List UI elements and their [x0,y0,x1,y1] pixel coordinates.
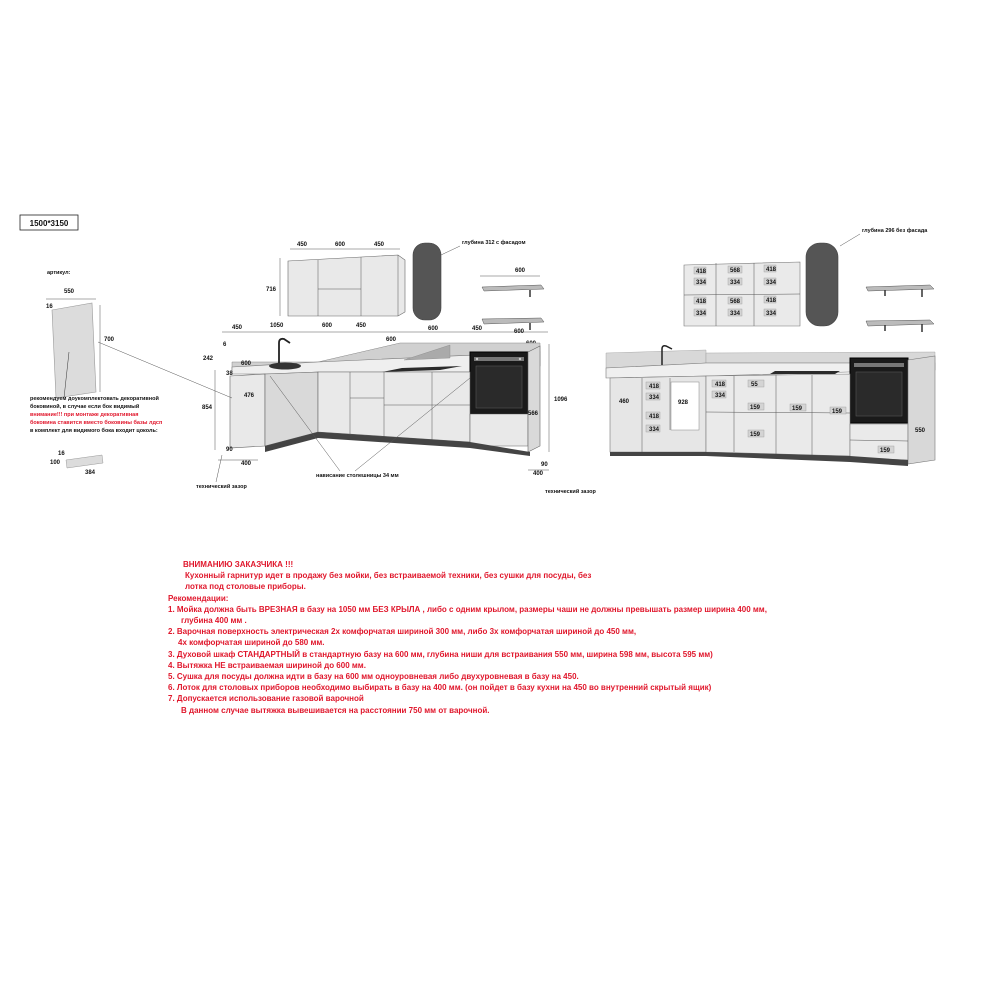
svg-text:568: 568 [730,268,741,274]
wall-shelves [480,268,544,330]
decorative-side-panel [30,270,164,476]
svg-text:550: 550 [915,428,926,434]
svg-text:600: 600 [428,326,439,332]
svg-text:600: 600 [386,337,397,343]
svg-text:418: 418 [696,269,707,275]
recommendations-title: Рекомендации: [168,593,229,603]
svg-text:418: 418 [715,382,726,388]
svg-text:418: 418 [766,298,777,304]
notes-title: ВНИМАНИЮ ЗАКАЗЧИКА !!! [183,560,294,569]
notes-intro-2: лотка под столовые приборы. [185,582,306,592]
svg-text:418: 418 [766,267,777,273]
svg-text:16: 16 [46,304,53,310]
recommendation-2: 2. Варочная поверхность электрическая 2х комфорчатая шириной 300 мм, либо 3х комфорчатая шириной до 450 мм, [168,627,637,637]
recommendation-1: 1. Мойка должна быть ВРЕЗНАЯ в базу на 1050 мм БЕЗ КРЫЛА , либо с одним крылом, размеры чаши не должны превышать размер ширина 400 мм, [168,604,767,614]
base-cabinet-left [230,374,265,448]
svg-text:928: 928 [678,400,689,406]
svg-text:технический зазор: технический зазор [196,484,247,490]
svg-text:334: 334 [730,280,741,286]
svg-text:400: 400 [533,471,544,477]
svg-text:334: 334 [696,280,707,286]
base-cabinet-front [318,372,470,442]
svg-text:38: 38 [226,371,233,377]
svg-text:159: 159 [832,409,843,415]
recommendation-3: 3. Духовой шкаф СТАНДАРТНЫЙ в стандартную базу на 600 мм, глубина ниши для встраивания 550 мм, ширина 598 мм, высота 595 мм) [168,649,713,659]
svg-text:568: 568 [730,299,741,305]
svg-text:159: 159 [750,405,761,411]
svg-text:450: 450 [297,242,308,248]
svg-text:600: 600 [514,329,525,335]
recommendation-4: 4. Вытяжка НЕ встраиваемая шириной до 600 мм. [168,660,366,670]
svg-text:16: 16 [58,451,65,457]
svg-text:334: 334 [766,280,777,286]
svg-text:1096: 1096 [554,397,568,403]
svg-text:418: 418 [696,299,707,305]
svg-text:159: 159 [880,448,891,454]
svg-text:334: 334 [649,427,660,433]
svg-text:артикул:: артикул: [47,270,71,276]
recommendation-7: 7. Допускается использование газовой варочной [168,694,364,704]
range-hood [413,239,526,320]
svg-text:242: 242 [203,356,214,362]
upper-carcass [684,262,800,326]
upper-cabinets [266,242,405,316]
svg-text:854: 854 [202,405,213,411]
hood-right [806,243,838,326]
svg-text:технический зазор: технический зазор [545,489,596,495]
svg-text:глубина 296 без фасада: глубина 296 без фасада [862,228,928,234]
svg-text:418: 418 [649,414,660,420]
sink [269,339,301,370]
svg-text:566: 566 [528,411,539,417]
svg-text:100: 100 [50,460,61,466]
svg-text:159: 159 [750,432,761,438]
size-label [20,215,78,230]
svg-text:6: 6 [223,342,227,348]
svg-text:1050: 1050 [270,323,284,329]
svg-text:476: 476 [244,393,255,399]
svg-text:460: 460 [619,399,630,405]
svg-text:600: 600 [515,268,526,274]
svg-text:334: 334 [715,393,726,399]
svg-text:55: 55 [751,382,758,388]
svg-text:384: 384 [85,470,96,476]
svg-text:450: 450 [472,326,483,332]
wall-shelves-right [866,285,934,332]
svg-text:90: 90 [541,462,548,468]
svg-text:334: 334 [649,395,660,401]
svg-text:400: 400 [241,461,252,467]
svg-text:334: 334 [696,311,707,317]
carcass-view [606,227,935,466]
svg-text:159: 159 [792,406,803,412]
svg-text:глубина 312 с фасадом: глубина 312 с фасадом [462,240,526,246]
svg-text:600: 600 [241,361,252,367]
customer-notes [168,559,848,716]
panel-note: рекомендуем доукомплектовать декоративной боковиной, в случае если бок видимый внимание!!! при монтаже декоративная боковина ставится вместо боковины базы лдсп в комплект для видимого бока входит цоколь: [30,396,163,434]
svg-text:716: 716 [266,287,277,293]
main-kitchen-view [98,239,596,495]
svg-text:450: 450 [356,323,367,329]
recommendation-7-cont: В данном случае вытяжка вывешивается на расстоянии 750 мм от варочной. [181,705,490,715]
recommendation-6: 6. Лоток для столовых приборов необходимо выбирать в базу на 400 мм. (он пойдет в базу кухни на 450 во внутренний скрытый ящик) [168,683,712,693]
svg-text:334: 334 [730,311,741,317]
svg-text:нависание столешницы 34 мм: нависание столешницы 34 мм [316,473,399,479]
svg-text:450: 450 [232,325,243,331]
svg-text:450: 450 [374,242,385,248]
svg-text:600: 600 [335,242,346,248]
notes-intro-1: Кухонный гарнитур идет в продажу без мойки, без встраиваемой техники, без сушки для посуды, без [185,571,592,581]
svg-text:90: 90 [226,447,233,453]
svg-text:418: 418 [649,384,660,390]
svg-text:600: 600 [322,323,333,329]
recommendation-2-cont: 4х комфорчатая шириной до 580 мм. [178,638,325,648]
oven [470,352,528,414]
recommendation-5: 5. Сушка для посуды должна идти в базу на 600 мм одноуровневая либо двухуровневая в базу на 450. [168,672,579,682]
svg-text:700: 700 [104,337,115,343]
svg-text:334: 334 [766,311,777,317]
recommendation-1-cont: глубина 400 мм . [181,616,247,626]
svg-text:1500*3150: 1500*3150 [29,219,69,228]
svg-text:550: 550 [64,289,75,295]
